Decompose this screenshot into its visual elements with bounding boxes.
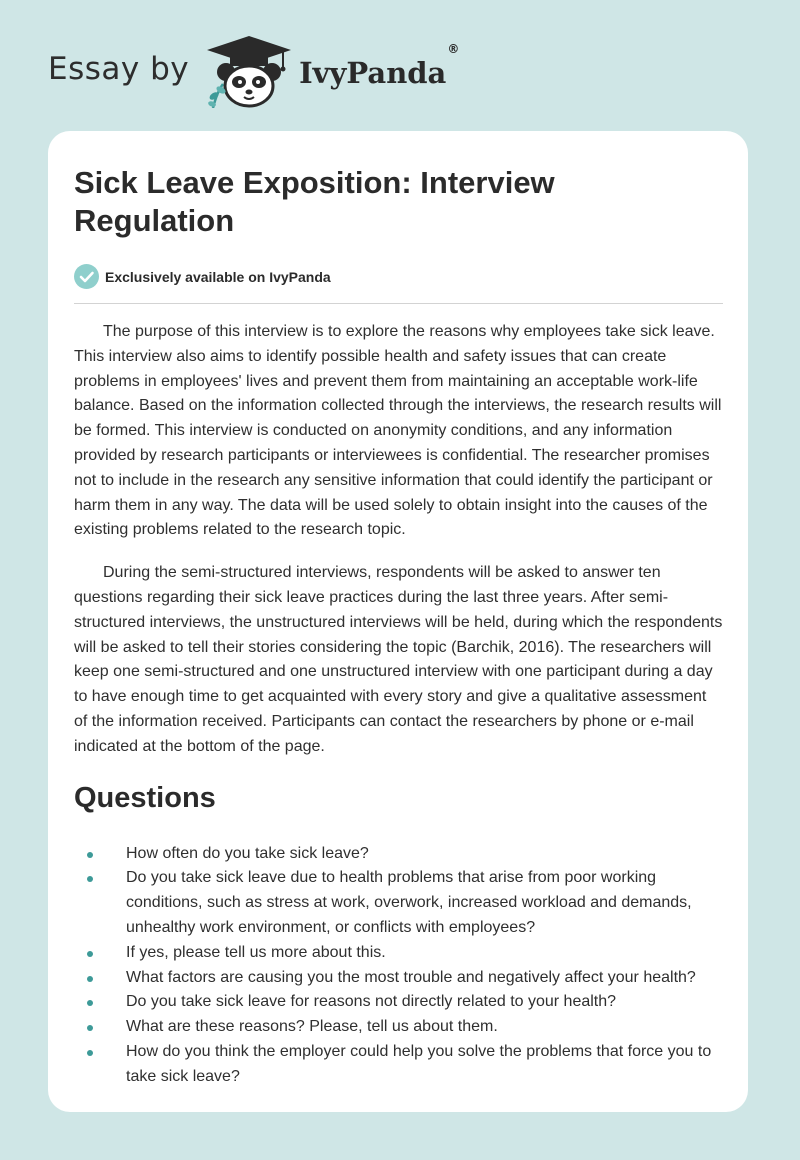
list-item [74, 990, 723, 1015]
question-text: If yes, please tell us more about this. [126, 943, 386, 961]
bullet-dot-icon [87, 852, 93, 858]
questions-list [74, 842, 723, 1090]
panda-graduate-icon [203, 34, 295, 108]
bullet-dot-icon [87, 1000, 93, 1006]
registered-mark: ® [447, 42, 460, 56]
paragraph: During the semi-structured interviews, respondents will be asked to answer ten questions regarding their sick leave practices during the last three years. After semi-structured interviews, the unstructured interviews will be held, during which the respondents will be asked to tell their stories considering the topic (Barchik, 2016). The researchers will keep one semi-structured and one unstructured interview with one participant during a day to have enough time to get acquainted with every story and give a qualitative assessment of the information received. Participants can contact the researchers by phone or e-mail indicated at the bottom of the page. [74, 564, 723, 755]
list-item [74, 1015, 723, 1040]
exclusive-badge [74, 264, 331, 289]
list-item [74, 866, 723, 940]
list-item [74, 941, 723, 966]
brand-name-text: IvyPanda [299, 56, 447, 90]
list-item [74, 842, 723, 867]
question-text: Do you take sick leave due to health problems that arise from poor working conditions, such as stress at work, overwork, increased workload and demands, unhealthy work environment, or conflicts with employees? [126, 869, 692, 936]
brand-name [299, 42, 460, 90]
question-text: What are these reasons? Please, tell us about them. [126, 1018, 498, 1036]
bullet-dot-icon [87, 951, 93, 957]
question-text: Do you take sick leave for reasons not directly related to your health? [126, 993, 617, 1011]
question-text: What factors are causing you the most trouble and negatively affect your health? [126, 968, 696, 986]
questions-heading: Questions [74, 781, 216, 814]
essay-card [48, 131, 748, 1112]
question-text: How often do you take sick leave? [126, 844, 369, 862]
list-item [74, 966, 723, 991]
paragraph: The purpose of this interview is to explore the reasons why employees take sick leave. This interview also aims to identify possible health and safety issues that can create problems in employees' lives and prevent them from maintaining an acceptable work-life balance. Based on the information collected through the interviews, the research results will be formed. This interview is conducted on anonymity conditions, and any information provided by research participants or interviewees is confidential. The researcher promises not to include in the research any sensitive information that could identify the participant or harm them in any way. The data will be used solely to obtain insight into the causes of the existing problems related to the research topic. [74, 323, 722, 539]
essay-title: Sick Leave Exposition: Interview Regulation [74, 165, 555, 238]
question-text: How do you think the employer could help you solve the problems that force you to take sick leave? [126, 1042, 712, 1085]
bullet-dot-icon [87, 1025, 93, 1031]
bullet-dot-icon [87, 1050, 93, 1056]
essay-body [74, 320, 723, 1090]
bullet-dot-icon [87, 976, 93, 982]
exclusive-badge-label: Exclusively available on IvyPanda [105, 268, 331, 285]
brand-prefix: Essay by [48, 51, 190, 87]
check-circle-icon [74, 264, 99, 289]
title-divider [74, 303, 723, 304]
bullet-dot-icon [87, 876, 93, 882]
list-item [74, 1040, 723, 1090]
brand-header [48, 34, 458, 108]
